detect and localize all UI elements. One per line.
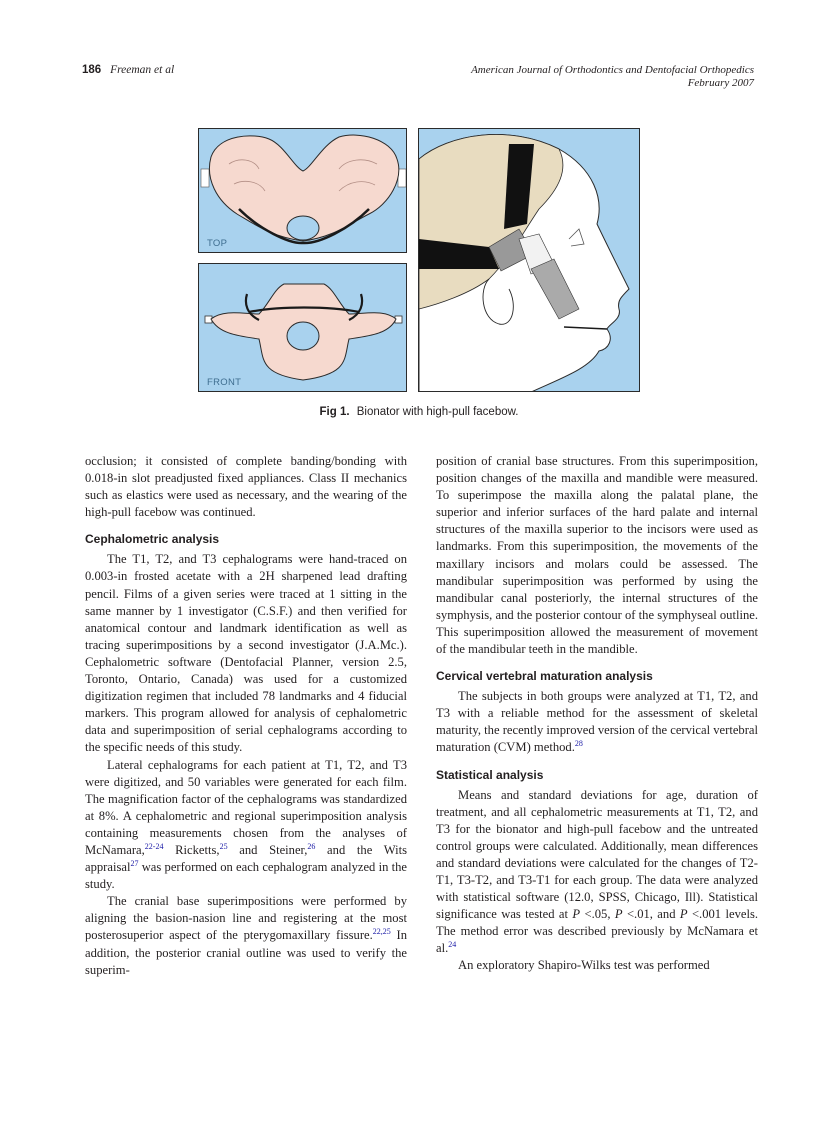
citation-link[interactable]: 27 bbox=[130, 859, 139, 869]
text-run: <.001 levels. The method error was described previously by McNamara et al. bbox=[436, 907, 758, 956]
running-header-right bbox=[471, 64, 754, 90]
p-value-symbol: P bbox=[614, 907, 623, 922]
text-run: The cranial base superimpositions were performed by aligning the basion-nasion line and registering at the most posterosuperior aspect of the pterygomaxillary fissure. bbox=[85, 894, 407, 943]
text-run: Ricketts, bbox=[163, 842, 220, 857]
figure-1 bbox=[198, 128, 640, 392]
text-run: In addition, the posterior cranial outline was used to verify the superim- bbox=[85, 928, 407, 977]
panel-label-top: TOP bbox=[207, 238, 228, 249]
text-run: Means and standard deviations for age, duration of treatment, and all cephalometric measurements at T1, T2, and T3 for the bionator and high-pull facebow and the untreated control groups were calculated. Additionally, mean differences and standard deviations were calculated for the changes of T2-T1, T3-T2, and T3-T1 for each group. The data were analyzed with statistical software (12.0, SPSS, Chicago, Ill). Statistical significance was tested at bbox=[436, 787, 758, 922]
paragraph-digitization bbox=[85, 757, 407, 894]
text-run: The subjects in both groups were analyzed at T1, T2, and T3 with a reliable method for the assessment of skeletal maturity, the recently improved version of the cervical vertebral maturation (CVM) method. bbox=[436, 689, 758, 755]
p-value-symbol: P bbox=[679, 907, 688, 922]
figure-panel-headgear-profile bbox=[418, 128, 640, 392]
figure-caption-text: Bionator with high-pull facebow. bbox=[356, 406, 519, 418]
heading-cvm-analysis: Cervical vertebral maturation analysis bbox=[436, 669, 653, 684]
bionator-front-view-illustration bbox=[199, 264, 407, 392]
citation-link[interactable]: 22,25 bbox=[372, 927, 391, 937]
left-column bbox=[85, 453, 407, 979]
paragraph-tracing: The T1, T2, and T3 cephalograms were hand-traced on 0.003-in frosted acetate with a 2H sharpened lead drafting pencil. Films of a given series were traced at 1 sitting in the same manner by 1 investigator (C.S.F.) and then verified for anatomical contour and landmark identification as well as tracing superimpositions by a second investigator (J.A.Mc.). Cephalometric software (Dentofacial Planner, version 2.5, Toronto, Ontario, Canada) was used for a customized digitization regimen that included 78 landmarks and 4 fiducial markers. This program allowed for analysis of cephalometric data and superimposition of serial cephalograms according to the specific needs of this study. bbox=[85, 552, 407, 755]
citation-link[interactable]: 25 bbox=[219, 841, 228, 851]
text-run: <.05, bbox=[580, 907, 615, 922]
paragraph-statistics bbox=[436, 787, 758, 958]
journal-title: American Journal of Orthodontics and Dentofacial Orthopedics bbox=[471, 64, 754, 76]
bionator-top-view-illustration bbox=[199, 129, 407, 253]
figure-caption bbox=[0, 406, 838, 418]
text-run: and the Wits appraisal bbox=[85, 842, 407, 875]
paragraph-superimposition: position of cranial base structures. From this superimposition, position changes of the maxilla and mandible were measured. To superimpose the maxilla along the palatal plane, the superior and inferior surfaces of the hard palate and internal structures of the maxilla superior to the incisors were used as landmarks. From this superimposition, the movements of the maxillary incisors and molars could be assessed. The mandibular superimposition was performed by using the mandibular canal posteriorly, the internal structures of the symphysis, and the posterior contour of the symphyseal outline. This superimposition allowed the measurement of movement of the mandibular teeth in the mandible. bbox=[436, 454, 758, 657]
running-author: Freeman et al bbox=[110, 64, 175, 76]
issue-date: February 2007 bbox=[687, 77, 754, 89]
figure-panel-front bbox=[198, 263, 407, 392]
heading-cephalometric-analysis: Cephalometric analysis bbox=[85, 532, 220, 547]
paragraph-shapiro-wilks: An exploratory Shapiro-Wilks test was performed bbox=[458, 958, 710, 973]
text-run: was performed on each cephalogram analyzed in the study. bbox=[85, 860, 407, 892]
figure-label: Fig 1. bbox=[319, 406, 350, 418]
text-run: <.01, and bbox=[622, 907, 680, 922]
citation-link[interactable]: 26 bbox=[307, 841, 316, 851]
page-number: 186 bbox=[82, 64, 102, 76]
right-column bbox=[436, 453, 758, 975]
text-run: Lateral cephalograms for each patient at T1, T2, and T3 were digitized, and 50 variables were generated for each film. The magnification factor of the cephalograms was standardized at 8%. A cephalometric and regional superimposition analysis containing measurements chosen from the analyses of McNamara, bbox=[85, 757, 407, 857]
citation-link[interactable]: 28 bbox=[574, 739, 583, 749]
p-value-symbol: P bbox=[572, 907, 581, 922]
paragraph-cvm bbox=[436, 688, 758, 756]
paragraph-cranial-base bbox=[85, 893, 407, 978]
paragraph-occlusion: occlusion; it consisted of complete banding/bonding with 0.018-in slot preadjusted fixed appliances. Class II mechanics such as elastics were used as necessary, and the wearing of the high-pull facebow was continued. bbox=[85, 454, 407, 520]
citation-link[interactable]: 24 bbox=[448, 940, 457, 950]
text-run: and Steiner, bbox=[227, 842, 308, 857]
heading-statistical-analysis: Statistical analysis bbox=[436, 767, 544, 782]
headgear-profile-illustration bbox=[419, 129, 640, 392]
citation-link[interactable]: 22-24 bbox=[144, 841, 164, 851]
running-header-left bbox=[82, 64, 174, 76]
panel-label-front: FRONT bbox=[207, 377, 242, 388]
figure-panel-top bbox=[198, 128, 407, 253]
